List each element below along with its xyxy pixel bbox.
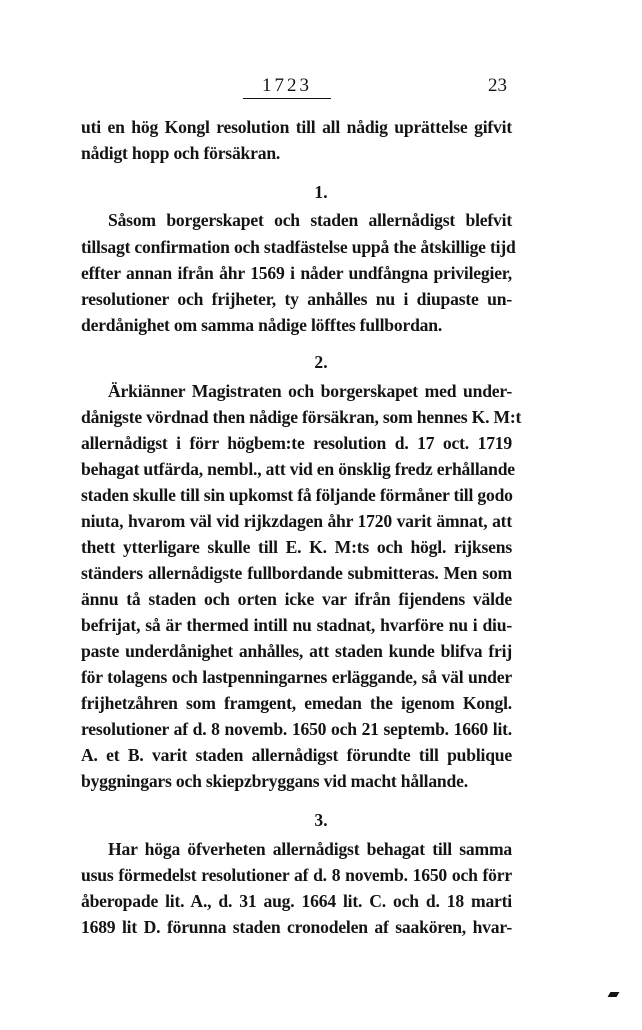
text-line: niuta, hvarom väl vid rijkzdagen åhr 1720 varit ämnat, att <box>81 511 512 531</box>
text-line: Ärkiänner Magistraten och borgerskapet med under- <box>108 381 512 401</box>
page-number: 23 <box>488 75 507 96</box>
text-line: uti en hög Kongl resolution till all nådig uprättelse gifvit <box>81 117 512 137</box>
running-header-year: 1723 <box>243 76 331 99</box>
text-line: ständers allernådigste fullbordande submitteras. Men som <box>81 563 512 583</box>
text-line: allernådigst i förr högbem:te resolution d. 17 oct. 1719 <box>81 433 512 453</box>
text-line: tillsagt confirmation och stadfästelse uppå the åtskillige tijd <box>81 237 516 257</box>
text-line: Såsom borgerskapet och staden allernådigst blefvit <box>108 210 512 230</box>
text-line: resolutioner och frijheter, ty anhålles nu i diupaste un- <box>81 289 512 309</box>
text-line: staden skulle till sin upkomst få följande förmåner till godo <box>81 485 513 505</box>
text-line: usus förmedelst resolutioner af d. 8 novemb. 1650 och förr <box>81 865 512 885</box>
text-line: derdånighet om samma nådige löfftes fullbordan. <box>81 315 443 335</box>
text-line: byggningars och skiepzbryggans vid macht hållande. <box>81 771 468 791</box>
section-number: 2. <box>314 352 328 372</box>
section-number: 1. <box>314 182 328 202</box>
text-line: för tolagens och lastpenningarnes erläggande, så väl under <box>81 667 512 687</box>
text-line: dånigste vördnad then nådige försäkran, som hennes K. M:t <box>81 407 522 427</box>
text-line: paste underdånighet anhålles, att staden kunde blifva frij <box>81 641 512 661</box>
text-line: A. et B. varit staden allernådigst förundte till publique <box>81 745 512 765</box>
text-line: resolutioner af d. 8 novemb. 1650 och 21 septemb. 1660 lit. <box>81 719 512 739</box>
section-number: 3. <box>314 810 328 830</box>
print-mark <box>608 992 620 997</box>
text-line: effter annan ifrån åhr 1569 i nåder undfångna privilegier, <box>81 263 512 283</box>
text-line: 1689 lit D. förunna staden cronodelen af saakören, hvar- <box>81 917 512 937</box>
text-line: åberopade lit. A., d. 31 aug. 1664 lit. C. och d. 18 marti <box>81 891 512 911</box>
text-line: nådigt hopp och försäkran. <box>81 143 281 163</box>
text-line: ännu tå staden och orten icke var ifrån fijendens välde <box>81 589 512 609</box>
text-line: befrijat, så är thermed intill nu stadnat, hvarföre nu i diu- <box>81 615 512 635</box>
text-line: frijhetzåhren som framgent, emedan the igenom Kongl. <box>81 693 512 713</box>
text-line: Har höga öfverheten allernådigst behagat till samma <box>108 839 512 859</box>
text-line: behagat utfärda, nembl., att vid en önsklig fredz erhållande <box>81 459 515 479</box>
text-line: thett ytterligare skulle till E. K. M:ts och högl. rijksens <box>81 537 512 557</box>
